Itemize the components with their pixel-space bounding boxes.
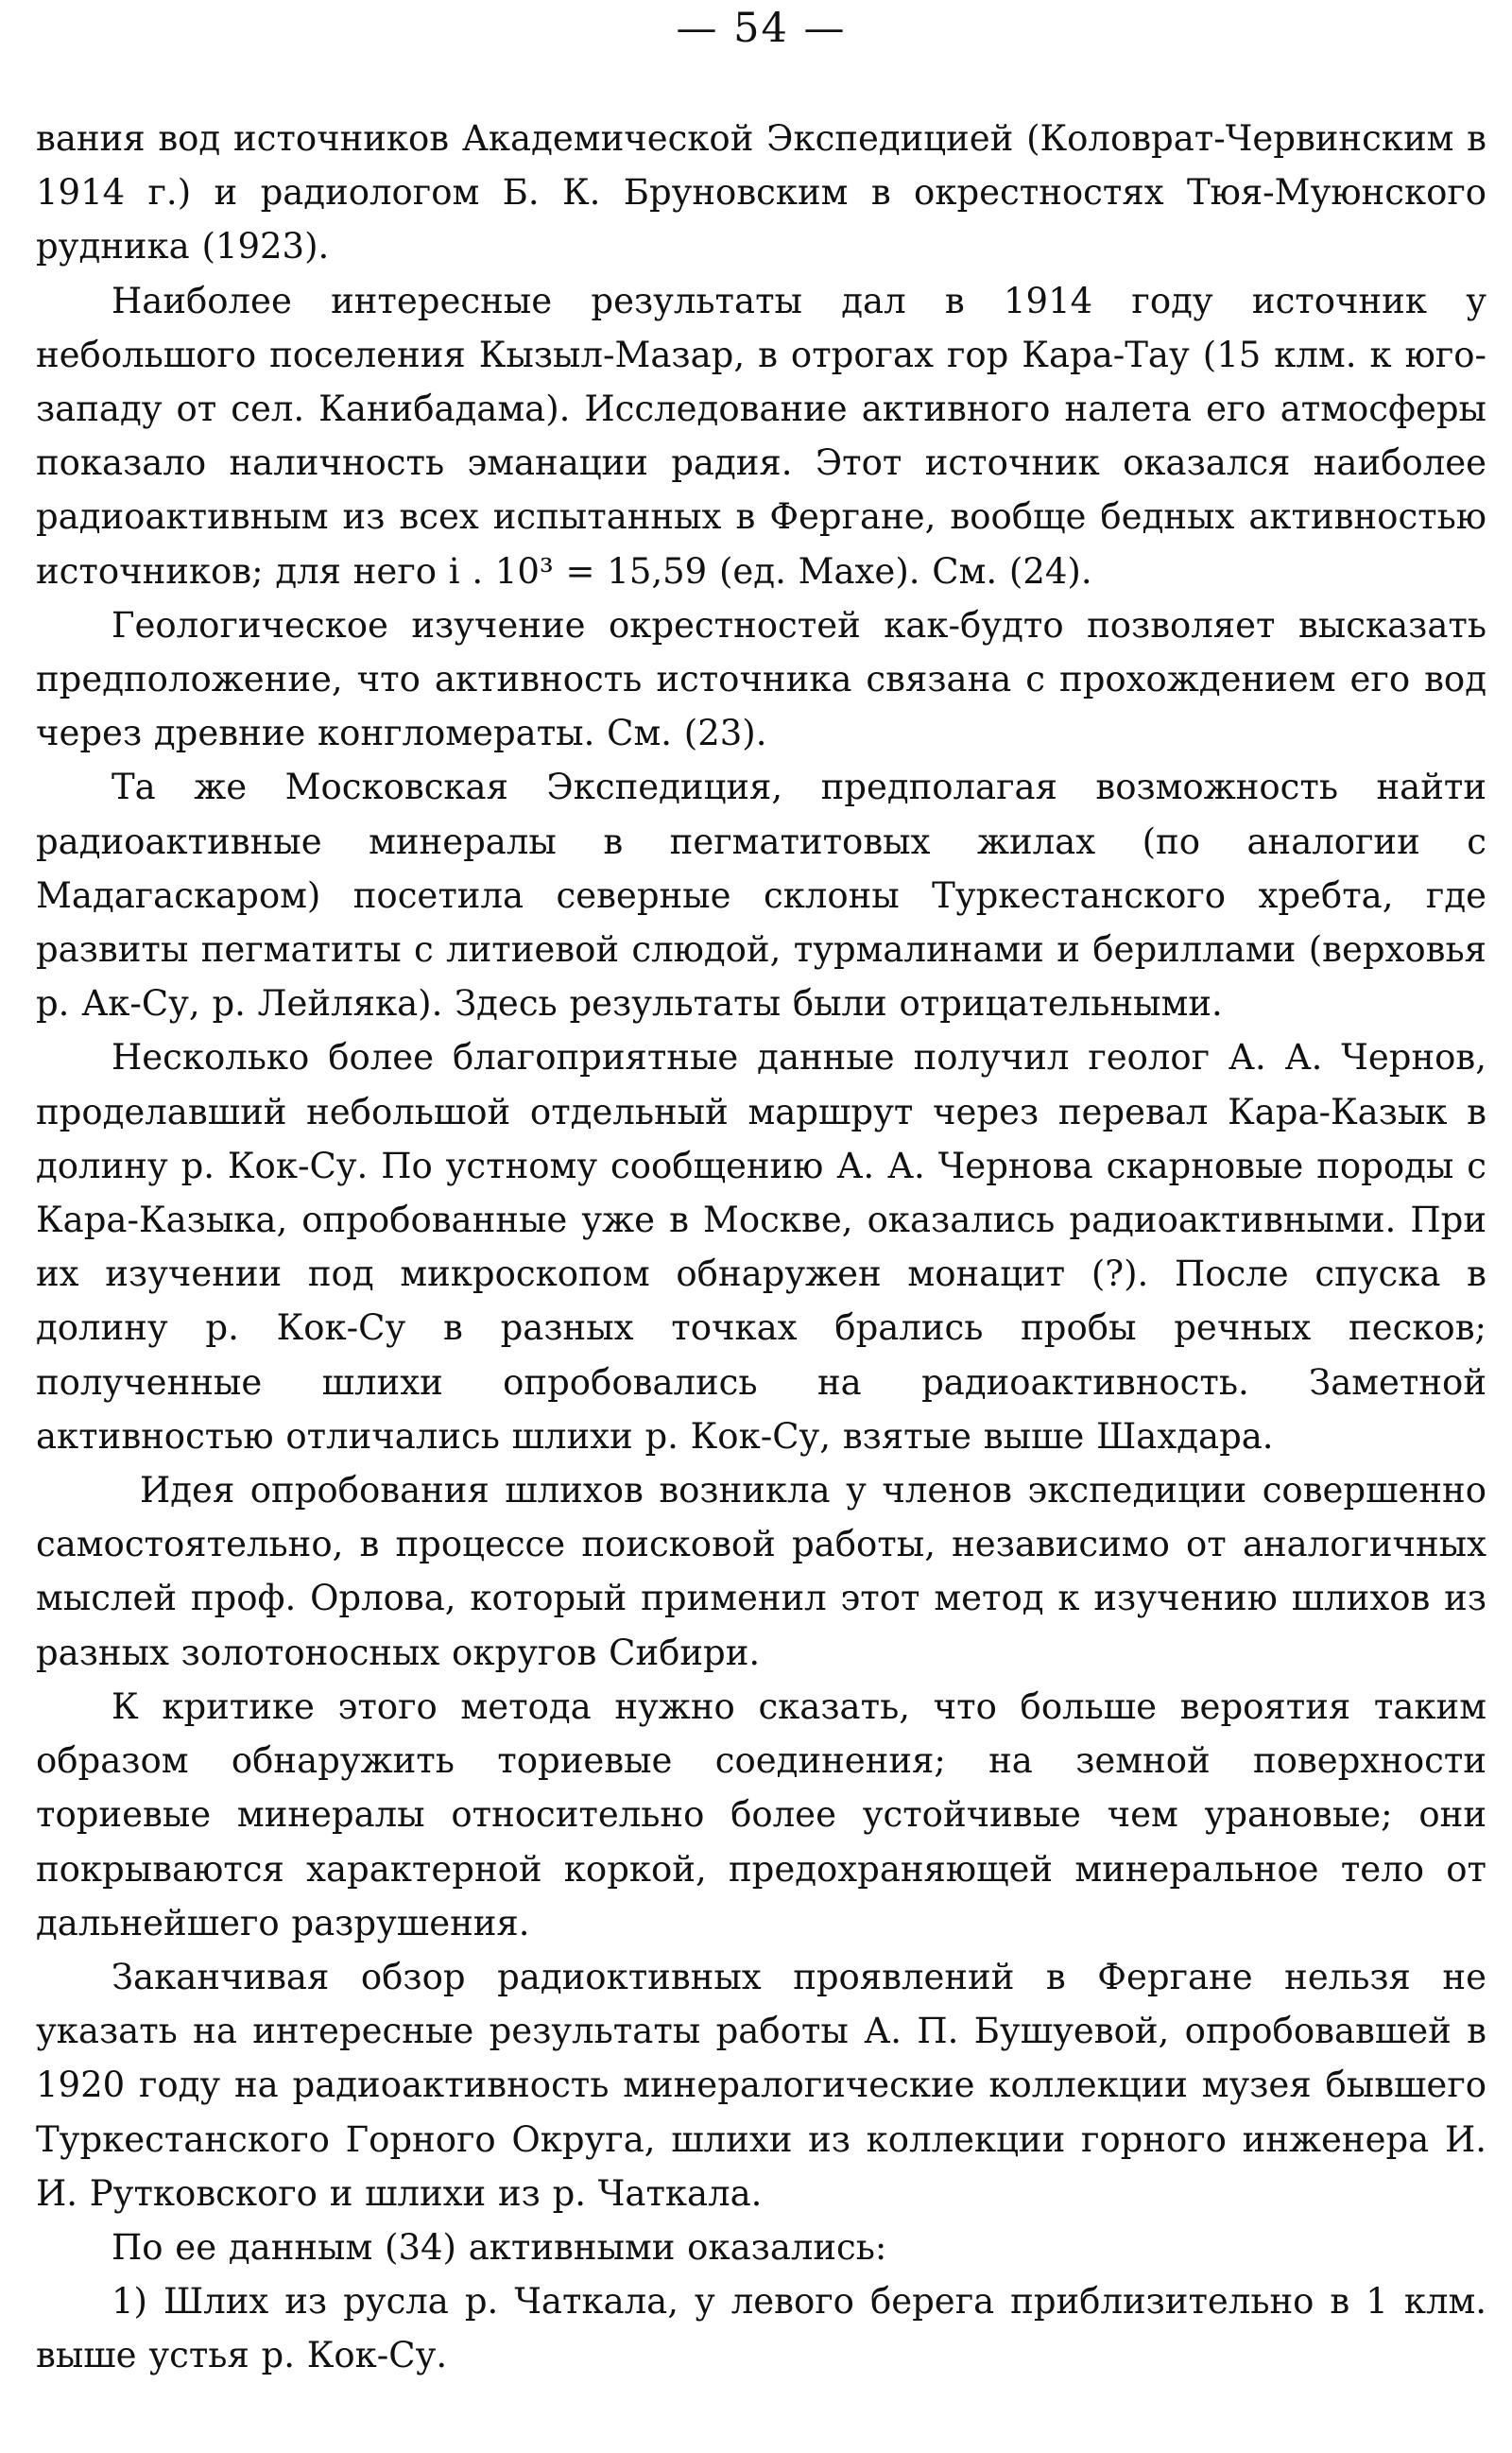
paragraph-4: Та же Московская Экспедиция, предполагая возможность найти радиоактивные минералы в пегматитовых жилах (по аналогии с Мадагаскаром) посетила северные склоны Туркестанского хребта, где развиты пегматиты с литиевой слюдой, турмалинами и бериллами (верховья р. Ак-Су, р. Лейляка). Здесь результаты были отрицательными.: [36, 767, 1486, 1025]
paragraph-5: Несколько более благоприятные данные получил геолог А. А. Чернов, проделавший небольшой отдельный маршрут через перевал Кара-Казык в долину р. Кок-Су. По устному сообщению А. А. Чернова скарновые породы с Кара-Казыка, опробованные уже в Москве, оказались радиоактивными. При их изучении под микроскопом обнаружен монацит (?). После спуска в долину р. Кок-Су в разных точках брались пробы речных песков; полученные шлихи опробовались на радиоактивность. Заметной активностью отличались шлихи р. Кок-Су, взятые выше Шахдара.: [36, 1037, 1486, 1457]
document-body: [36, 112, 1486, 2383]
paragraph-2: Наиболее интересные результаты дал в 1914 году источник у небольшого поселения Кызыл-Мазар, в отрогах гор Кара-Тау (15 клм. к юго-западу от сел. Канибадама). Исследование активного налета его атмосферы показало наличность эманации радия. Этот источник оказался наиболее радиоактивным из всех испытанных в Фергане, вообще бедных активностью источников; для него i . 10³ = 15,59 (ед. Махе). См. (24).: [36, 280, 1486, 592]
document-page: [36, 0, 1486, 2453]
paragraph-6: Идея опробования шлихов возникла у членов экспедиции совершенно самостоятельно, в процессе поисковой работы, независимо от аналогичных мыслей проф. Орлова, который применил этот метод к изучению шлихов из разных золотоносных округов Сибири.: [36, 1470, 1486, 1673]
paragraph-9: По ее данным (34) активными оказались:: [112, 2226, 887, 2268]
paragraph-3: Геологическое изучение окрестностей как-будто позволяет высказать предположение, что активность источника связана с прохождением его вод через древние конгломераты. См. (23).: [36, 604, 1486, 754]
paragraph-1: вания вод источников Академической Экспедицией (Коловрат-Червинским в 1914 г.) и радиологом Б. К. Бруновским в окрестностях Тюя-Муюнского рудника (1923).: [36, 118, 1486, 268]
page-number: — 54 —: [676, 5, 847, 52]
paragraph-8: Заканчивая обзор радиоктивных проявлений в Фергане нельзя не указать на интересные результаты работы А. П. Бушуевой, опробовавшей в 1920 году на радиоактивность минералогические коллекции музея бывшего Туркестанского Горного Округа, шлихи из коллекции горного инженера И. И. Рутковского и шлихи из р. Чаткала.: [36, 1956, 1486, 2214]
paragraph-10: 1) Шлих из русла р. Чаткала, у левого берега приблизительно в 1 клм. выше устья р. Кок-Су.: [36, 2281, 1486, 2376]
paragraph-7: К критике этого метода нужно сказать, что больше вероятия таким образом обнаружить ториевые соединения; на земной поверхности ториевые минералы относительно более устойчивые чем урановые; они покрываются характерной коркой, предохраняющей минеральное тело от дальнейшего разрушения.: [36, 1685, 1486, 1943]
